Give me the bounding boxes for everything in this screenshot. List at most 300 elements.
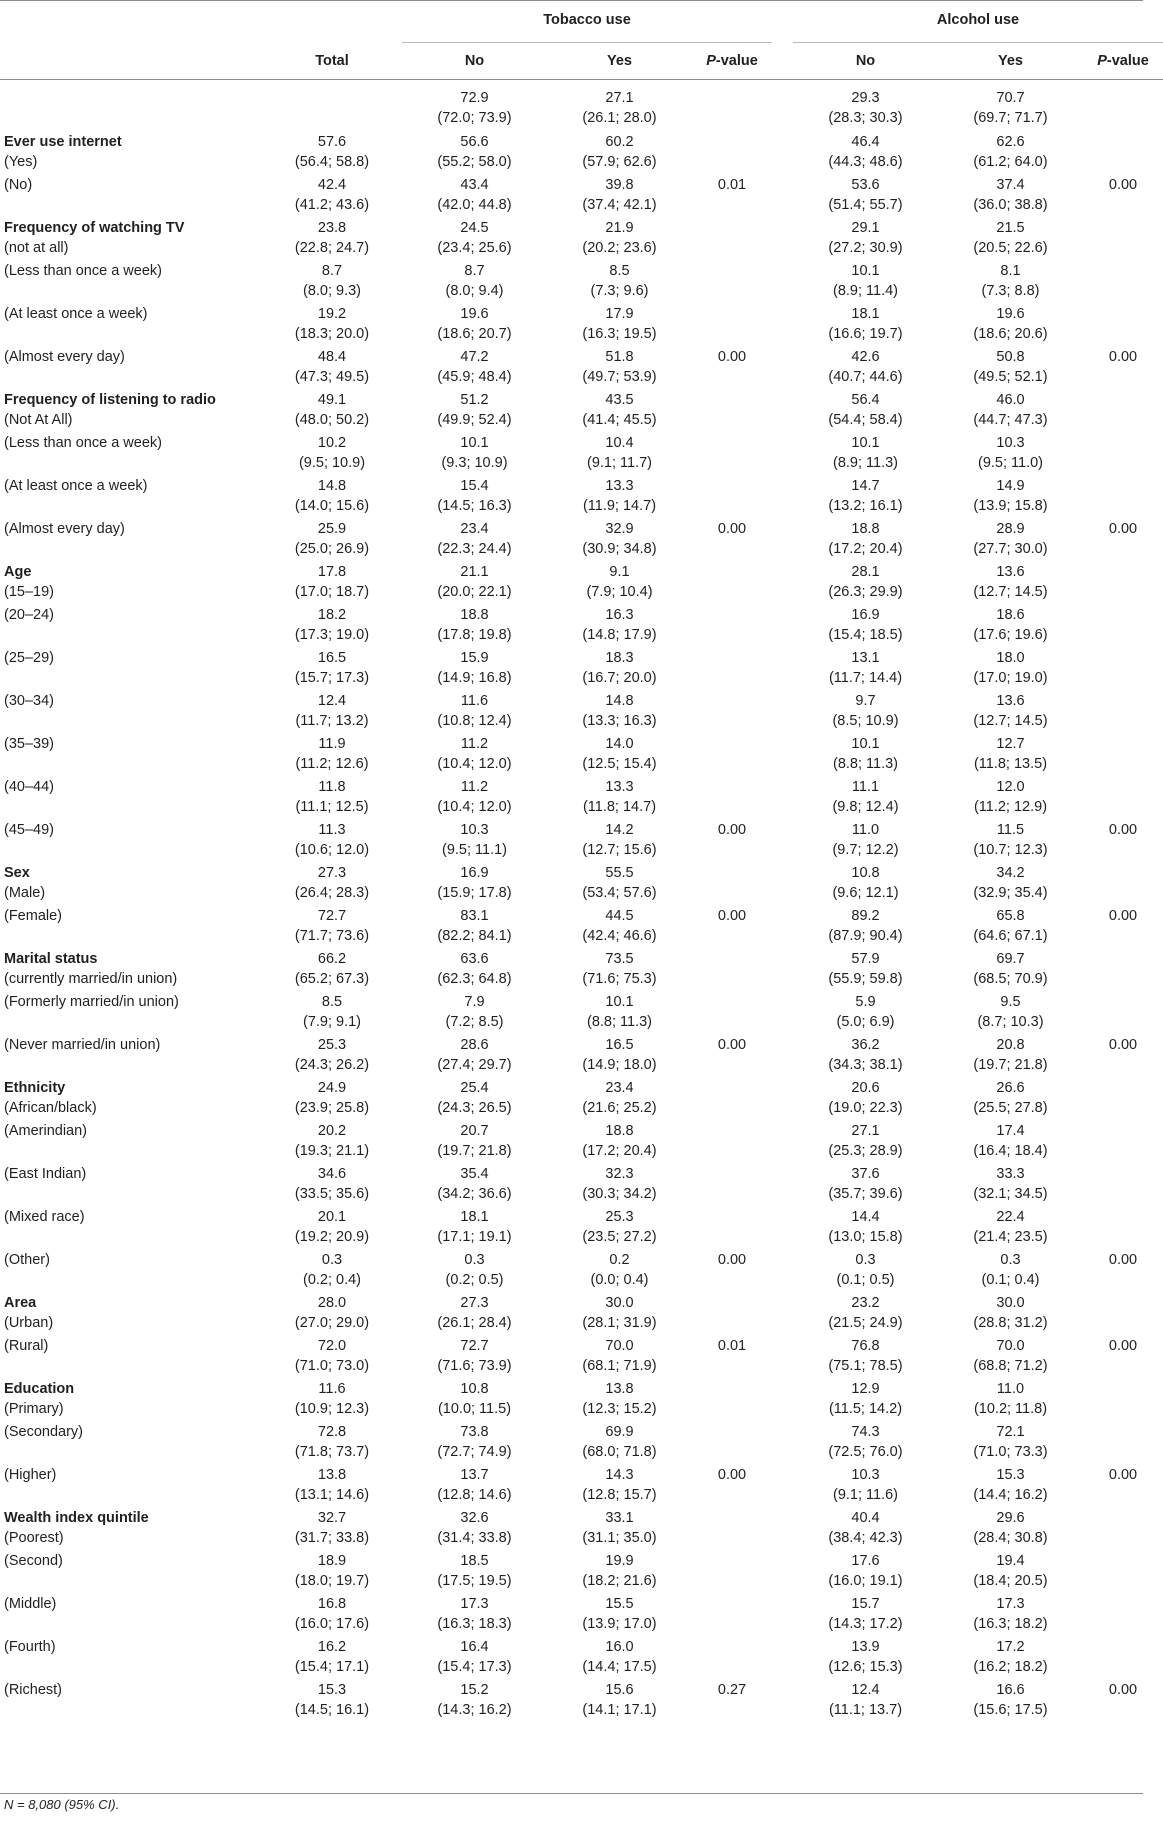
row-label (0, 731, 262, 774)
confidence-interval: (20.0; 22.1) (437, 583, 512, 600)
confidence-interval: (11.9; 14.7) (582, 497, 657, 514)
estimate-value: 12.9 (851, 1380, 880, 1397)
estimate-value: 36.2 (851, 1036, 880, 1053)
estimate-cell (547, 387, 692, 430)
p-value-cell (1083, 1505, 1163, 1548)
confidence-interval: (27.0; 29.0) (294, 1314, 370, 1331)
estimate-cell (262, 1376, 402, 1419)
estimate-cell (547, 1204, 692, 1247)
confidence-interval: (42.0; 44.8) (437, 196, 512, 213)
category-label: (African/black) (4, 1099, 97, 1116)
estimate-value: 16.9 (460, 864, 489, 881)
estimate-cell (547, 731, 692, 774)
estimate-cell (402, 172, 547, 215)
p-value-cell (1083, 1118, 1163, 1161)
row-label (0, 1075, 262, 1118)
estimate-value: 25.9 (317, 520, 347, 537)
estimate-cell (938, 1118, 1083, 1161)
confidence-interval: (12.7; 14.5) (973, 583, 1048, 600)
estimate-value: 10.8 (460, 1380, 489, 1397)
estimate-value: 18.1 (460, 1208, 489, 1225)
p-value-cell (692, 1634, 772, 1677)
estimate-cell (547, 301, 692, 344)
row-label (0, 602, 262, 645)
estimate-value: 0.3 (1000, 1251, 1021, 1268)
table-row (0, 989, 1163, 1032)
estimate-value: 72.9 (460, 90, 489, 106)
estimate-cell (262, 688, 402, 731)
estimate-value: 33.1 (605, 1509, 634, 1526)
variable-name: Age (4, 563, 32, 580)
p-value-cell (692, 1376, 772, 1419)
estimate-cell (793, 602, 938, 645)
estimate-cell (793, 774, 938, 817)
confidence-interval: (11.8; 14.7) (582, 798, 657, 815)
estimate-value: 33.3 (996, 1165, 1025, 1182)
estimate-cell (402, 129, 547, 172)
estimate-value: 83.1 (460, 907, 489, 924)
table-footnote: N = 8,080 (95% CI). (4, 1797, 120, 1812)
confidence-interval: (42.4; 46.6) (582, 927, 657, 944)
estimate-cell (547, 860, 692, 903)
confidence-interval: (14.9; 16.8) (437, 669, 512, 686)
estimate-cell (938, 215, 1083, 258)
alcohol-group-header: Alcohol use (793, 0, 1163, 43)
estimate-cell (402, 1204, 547, 1247)
category-label: (Male) (4, 884, 46, 901)
variable-name: Frequency of listening to radio (4, 391, 216, 408)
row-label (0, 1462, 262, 1505)
confidence-interval: (18.2; 21.6) (582, 1572, 657, 1589)
confidence-interval: (16.4; 18.4) (973, 1142, 1048, 1159)
p-value-cell (692, 80, 772, 129)
table-row (0, 903, 1163, 946)
estimate-cell (402, 1376, 547, 1419)
estimate-cell (938, 1548, 1083, 1591)
table-row (0, 1204, 1163, 1247)
estimate-value: 20.7 (460, 1122, 489, 1139)
estimate-cell (402, 1118, 547, 1161)
confidence-interval: (71.0; 73.0) (294, 1357, 370, 1374)
confidence-interval: (20.5; 22.6) (973, 239, 1048, 256)
row-label (0, 1333, 262, 1376)
estimate-value: 11.0 (996, 1380, 1025, 1397)
confidence-interval: (21.5; 24.9) (828, 1314, 903, 1331)
estimate-cell (262, 516, 402, 559)
estimate-cell (793, 1333, 938, 1376)
confidence-interval: (7.2; 8.5) (445, 1013, 504, 1030)
variable-name: Area (4, 1294, 37, 1311)
confidence-interval: (11.1; 12.5) (295, 798, 369, 815)
estimate-value: 11.8 (318, 778, 346, 795)
estimate-cell (402, 215, 547, 258)
table-row (0, 129, 1163, 172)
estimate-cell (262, 1634, 402, 1677)
estimate-value: 28.0 (317, 1294, 347, 1311)
estimate-cell (547, 473, 692, 516)
confidence-interval: (64.6; 67.1) (973, 927, 1048, 944)
estimate-cell (547, 430, 692, 473)
estimate-value: 55.5 (605, 864, 634, 881)
confidence-interval: (12.6; 15.3) (828, 1658, 903, 1675)
estimate-cell (793, 129, 938, 172)
confidence-interval: (28.3; 30.3) (828, 110, 903, 126)
estimate-cell (938, 430, 1083, 473)
estimate-cell (793, 1634, 938, 1677)
estimate-value: 46.4 (851, 133, 880, 150)
category-label: (East Indian) (4, 1165, 87, 1182)
confidence-interval: (82.2; 84.1) (437, 927, 512, 944)
tobacco-group-header: Tobacco use (402, 0, 772, 43)
table-row (0, 1462, 1163, 1505)
table-row (0, 215, 1163, 258)
estimate-value: 44.5 (605, 907, 634, 924)
estimate-cell (793, 258, 938, 301)
estimate-value: 11.2 (460, 778, 489, 795)
estimate-value: 14.8 (605, 692, 634, 709)
estimate-cell (402, 258, 547, 301)
confidence-interval: (7.9; 10.4) (586, 583, 653, 600)
estimate-value: 19.6 (460, 305, 489, 322)
confidence-interval: (8.5; 10.9) (832, 712, 899, 729)
estimate-value: 20.8 (996, 1036, 1025, 1053)
estimate-cell (402, 731, 547, 774)
estimate-value: 25.4 (460, 1079, 489, 1096)
confidence-interval: (71.0; 73.3) (973, 1443, 1048, 1460)
confidence-interval: (10.9; 12.3) (294, 1400, 370, 1417)
estimate-value: 17.8 (317, 563, 347, 580)
p-value-cell (692, 1161, 772, 1204)
estimate-value: 14.4 (851, 1208, 880, 1225)
category-label: (Secondary) (4, 1423, 83, 1440)
estimate-value: 16.2 (317, 1638, 347, 1655)
p-value-cell (1083, 258, 1163, 301)
estimate-value: 25.3 (317, 1036, 347, 1053)
p-value-cell (1083, 731, 1163, 774)
estimate-cell (402, 301, 547, 344)
estimate-value: 73.5 (605, 950, 634, 967)
confidence-interval: (12.8; 15.7) (582, 1486, 657, 1503)
confidence-interval: (49.9; 52.4) (437, 411, 512, 428)
estimate-cell (938, 516, 1083, 559)
confidence-interval: (28.8; 31.2) (973, 1314, 1048, 1331)
confidence-interval: (15.7; 17.3) (294, 669, 370, 686)
confidence-interval: (15.9; 17.8) (437, 884, 512, 901)
p-value-cell: 0.00 (717, 348, 747, 365)
p-value-cell: 0.00 (1108, 176, 1138, 193)
row-label (0, 989, 262, 1032)
estimate-value: 0.2 (609, 1251, 630, 1268)
confidence-interval: (48.0; 50.2) (294, 411, 370, 428)
variable-name: Education (4, 1380, 75, 1397)
estimate-cell (547, 903, 692, 946)
p-value-cell (1083, 1591, 1163, 1634)
estimate-cell (793, 344, 938, 387)
estimate-value: 34.6 (317, 1165, 347, 1182)
estimate-cell (938, 602, 1083, 645)
estimate-cell (547, 1161, 692, 1204)
estimate-cell (262, 1118, 402, 1161)
estimate-cell (793, 1591, 938, 1634)
confidence-interval: (14.5; 16.3) (437, 497, 512, 514)
p-value-cell (692, 1548, 772, 1591)
row-label (0, 1247, 262, 1290)
category-label: (At least once a week) (4, 477, 148, 494)
estimate-value: 10.1 (851, 735, 880, 752)
estimate-value: 24.9 (317, 1079, 347, 1096)
estimate-value: 47.2 (460, 348, 489, 365)
table-row (0, 1376, 1163, 1419)
confidence-interval: (26.3; 29.9) (828, 583, 903, 600)
estimate-cell (402, 80, 547, 129)
confidence-interval: (14.5; 16.1) (294, 1701, 370, 1718)
confidence-interval: (17.3; 19.0) (294, 626, 370, 643)
estimate-cell (262, 559, 402, 602)
estimate-cell (262, 1247, 402, 1290)
estimate-value: 16.0 (605, 1638, 634, 1655)
p-value-cell (692, 258, 772, 301)
row-label (0, 688, 262, 731)
estimate-cell (547, 80, 692, 129)
p-value-cell (692, 860, 772, 903)
p-value-cell (692, 989, 772, 1032)
estimate-value: 42.6 (851, 348, 880, 365)
p-value-cell (1083, 1634, 1163, 1677)
confidence-interval: (34.2; 36.6) (437, 1185, 512, 1202)
confidence-interval: (38.4; 42.3) (828, 1529, 903, 1546)
table-row (0, 1290, 1163, 1333)
estimate-cell (402, 473, 547, 516)
confidence-interval: (14.8; 17.9) (582, 626, 657, 643)
estimate-value: 15.7 (851, 1595, 880, 1612)
estimate-cell (402, 645, 547, 688)
confidence-interval: (24.3; 26.5) (437, 1099, 512, 1116)
p-value-cell: 0.00 (1108, 1251, 1138, 1268)
estimate-cell (938, 688, 1083, 731)
estimate-cell (547, 817, 692, 860)
variable-name: Marital status (4, 950, 98, 967)
category-label: (Richest) (4, 1681, 63, 1698)
row-label (0, 1548, 262, 1591)
confidence-interval: (7.3; 8.8) (981, 282, 1040, 299)
p-value-cell (1083, 129, 1163, 172)
estimate-value: 11.9 (318, 735, 346, 752)
confidence-interval: (10.0; 11.5) (437, 1400, 512, 1417)
estimate-value: 23.4 (460, 520, 489, 537)
confidence-interval: (13.3; 16.3) (582, 712, 657, 729)
table-row (0, 645, 1163, 688)
confidence-interval: (56.4; 58.8) (294, 153, 370, 170)
estimate-cell (547, 129, 692, 172)
table-row (0, 1634, 1163, 1677)
estimate-cell (262, 946, 402, 989)
estimate-cell (793, 430, 938, 473)
p-value-cell: 0.00 (1108, 1337, 1138, 1354)
estimate-cell (402, 1591, 547, 1634)
estimate-value: 70.0 (605, 1337, 634, 1354)
category-label: (Rural) (4, 1337, 49, 1354)
row-label (0, 1591, 262, 1634)
estimate-cell (938, 559, 1083, 602)
confidence-interval: (0.1; 0.4) (981, 1271, 1040, 1288)
estimate-value: 13.8 (317, 1466, 347, 1483)
estimate-value: 11.6 (318, 1380, 346, 1397)
estimate-value: 17.2 (996, 1638, 1025, 1655)
estimate-value: 16.6 (996, 1681, 1025, 1698)
category-label: (At least once a week) (4, 305, 148, 322)
estimate-value: 16.4 (460, 1638, 489, 1655)
estimate-value: 21.9 (605, 219, 634, 236)
estimate-value: 5.9 (855, 993, 876, 1010)
estimate-value: 12.7 (996, 735, 1025, 752)
estimate-value: 18.9 (317, 1552, 347, 1569)
estimate-cell (547, 688, 692, 731)
estimate-value: 15.4 (460, 477, 489, 494)
confidence-interval: (9.5; 11.0) (977, 454, 1044, 471)
confidence-interval: (72.5; 76.0) (828, 1443, 903, 1460)
p-value-cell: 0.00 (1108, 1466, 1138, 1483)
estimate-cell (938, 946, 1083, 989)
confidence-interval: (27.7; 30.0) (973, 540, 1048, 557)
category-label: (Urban) (4, 1314, 54, 1331)
p-value-cell: 0.01 (717, 1337, 747, 1354)
estimate-cell (262, 817, 402, 860)
estimate-cell (262, 1075, 402, 1118)
estimate-value: 11.0 (851, 821, 880, 838)
confidence-interval: (10.7; 12.3) (973, 841, 1048, 858)
estimate-value: 70.0 (996, 1337, 1025, 1354)
estimate-cell (793, 903, 938, 946)
estimate-cell (547, 1247, 692, 1290)
estimate-value: 10.3 (851, 1466, 880, 1483)
estimate-value: 73.8 (460, 1423, 489, 1440)
confidence-interval: (87.9; 90.4) (828, 927, 903, 944)
category-label: (15–19) (4, 583, 54, 600)
estimate-value: 12.4 (317, 692, 347, 709)
estimate-value: 8.1 (1000, 262, 1021, 279)
table-row (0, 1032, 1163, 1075)
p-value-cell (1083, 602, 1163, 645)
estimate-value: 13.9 (851, 1638, 880, 1655)
estimate-value: 14.2 (605, 821, 634, 838)
estimate-cell (938, 258, 1083, 301)
alcohol-no-header: No (793, 43, 938, 80)
row-label (0, 817, 262, 860)
estimate-cell (938, 129, 1083, 172)
row-label (0, 80, 262, 129)
estimate-cell (402, 1333, 547, 1376)
estimate-cell (793, 946, 938, 989)
p-value-cell (692, 1118, 772, 1161)
estimate-value: 22.4 (996, 1208, 1025, 1225)
estimate-cell (262, 1419, 402, 1462)
estimate-value: 12.0 (996, 778, 1025, 795)
p-value-cell (1083, 946, 1163, 989)
estimate-value: 14.7 (851, 477, 880, 494)
p-value-cell (692, 774, 772, 817)
estimate-value: 10.4 (605, 434, 634, 451)
p-value-cell (1083, 1376, 1163, 1419)
tobacco-yes-header: Yes (547, 43, 692, 80)
estimate-cell (938, 1505, 1083, 1548)
estimate-cell (547, 344, 692, 387)
estimate-value: 18.8 (605, 1122, 634, 1139)
estimate-value: 35.4 (460, 1165, 489, 1182)
estimate-cell (793, 1548, 938, 1591)
estimate-cell (402, 860, 547, 903)
confidence-interval: (23.5; 27.2) (582, 1228, 657, 1245)
row-label (0, 1677, 262, 1720)
table-row (0, 817, 1163, 860)
table-row (0, 1075, 1163, 1118)
confidence-interval: (71.8; 73.7) (294, 1443, 370, 1460)
estimate-cell (938, 774, 1083, 817)
estimate-value: 20.1 (317, 1208, 347, 1225)
estimate-cell (402, 1505, 547, 1548)
confidence-interval: (0.0; 0.4) (590, 1271, 649, 1288)
estimate-cell (793, 1247, 938, 1290)
estimate-value: 43.4 (460, 176, 489, 193)
confidence-interval: (21.4; 23.5) (973, 1228, 1048, 1245)
confidence-interval: (12.3; 15.2) (582, 1400, 657, 1417)
estimate-value: 21.5 (996, 219, 1025, 236)
row-label (0, 301, 262, 344)
estimate-value: 10.1 (851, 434, 880, 451)
estimate-value: 72.7 (317, 907, 347, 924)
confidence-interval: (12.8; 14.6) (437, 1486, 512, 1503)
row-label (0, 559, 262, 602)
estimate-value: 18.5 (460, 1552, 489, 1569)
estimate-cell (402, 1548, 547, 1591)
estimate-cell (402, 559, 547, 602)
p-value-cell (1083, 860, 1163, 903)
p-value-cell (1083, 1161, 1163, 1204)
estimate-cell (938, 387, 1083, 430)
confidence-interval: (17.5; 19.5) (437, 1572, 512, 1589)
confidence-interval: (15.6; 17.5) (973, 1701, 1048, 1718)
estimate-cell (938, 1247, 1083, 1290)
estimate-value: 28.1 (851, 563, 880, 580)
estimate-value: 72.0 (317, 1337, 347, 1354)
confidence-interval: (10.2; 11.8) (973, 1400, 1048, 1417)
category-label: (25–29) (4, 649, 54, 666)
estimate-cell (262, 989, 402, 1032)
confidence-interval: (8.8; 11.3) (586, 1013, 653, 1030)
confidence-interval: (11.7; 13.2) (295, 712, 369, 729)
confidence-interval: (18.0; 19.7) (294, 1572, 370, 1589)
estimate-cell (402, 1634, 547, 1677)
variable-name: Wealth index quintile (4, 1509, 149, 1526)
estimate-cell (262, 301, 402, 344)
estimate-cell (402, 1161, 547, 1204)
confidence-interval: (17.0; 19.0) (973, 669, 1048, 686)
estimate-value: 13.6 (996, 692, 1025, 709)
estimate-cell (262, 1548, 402, 1591)
confidence-interval: (23.4; 25.6) (437, 239, 512, 256)
estimate-cell (547, 1333, 692, 1376)
confidence-interval: (25.5; 27.8) (973, 1099, 1048, 1116)
table-row (0, 473, 1163, 516)
row-label (0, 1634, 262, 1677)
confidence-interval: (15.4; 17.1) (294, 1658, 370, 1675)
table-row (0, 80, 1163, 129)
estimate-value: 18.3 (605, 649, 634, 666)
estimate-cell (402, 1462, 547, 1505)
confidence-interval: (57.9; 62.6) (582, 153, 657, 170)
estimate-cell (402, 1075, 547, 1118)
p-value-cell (692, 1204, 772, 1247)
confidence-interval: (68.8; 71.2) (973, 1357, 1048, 1374)
